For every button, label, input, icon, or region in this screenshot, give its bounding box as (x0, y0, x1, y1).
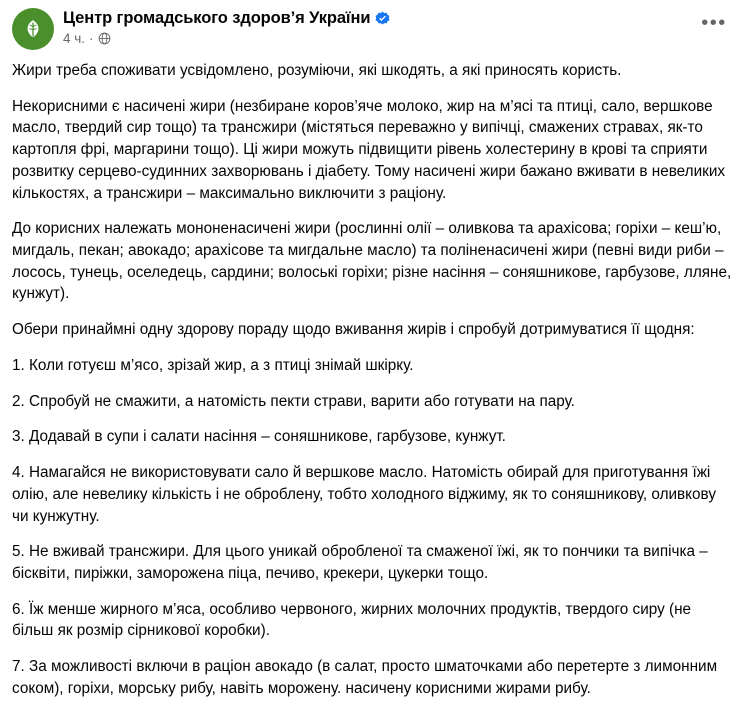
meta-separator: · (89, 31, 94, 47)
post-paragraph: До корисних належать мононенасичені жири (рослинні олії – оливкова та арахісова; горіхи – кеш’ю, мигдаль, пекан; авокадо; арахісове та мигдальне масло) та поліненасичені жири (певні види риби – лосось, тунець, оселедець, сардини; волоські горіхи; різне насіння – соняшникове, гарбузове, лляне, кунжут). (12, 220, 732, 303)
post-header-text (63, 8, 390, 46)
post-paragraph: 7. За можливості включи в раціон авокадо (в салат, просто шматочками або перетерте з лимонним соком), горіхи, морську рибу, навіть морожену. насичену корисними жирами рибу. (12, 658, 718, 697)
leaf-logo-icon (20, 16, 46, 42)
post-meta (63, 31, 390, 46)
post-paragraph: Жири треба споживати усвідомлено, розуміючи, які шкодять, а які приносять користь. (12, 62, 622, 79)
post-paragraph: 5. Не вживай трансжири. Для цього уникай обробленої та смаженої їжі, як то пончики та випічка – бісквіти, пиріжки, заморожена піца, печиво, крекери, цукерки тощо. (12, 543, 708, 582)
verified-badge-icon (375, 11, 390, 26)
page-name[interactable]: Центр громадського здоров’я України (63, 9, 371, 27)
post-timestamp[interactable]: 4 ч. (63, 31, 86, 47)
post-body (0, 54, 744, 710)
avatar[interactable] (12, 8, 54, 50)
post-header (0, 0, 744, 54)
post-paragraph: 4. Намагайся не використовувати сало й вершкове масло. Натомість обирай для приготування їжі олію, але невелику кількість і не оброблену, тобто холодного віджиму, як то соняшникову, оливкову чи кунжутну. (12, 464, 716, 525)
post-paragraph: Обери принаймні одну здорову пораду щодо вживання жирів і спробуй дотримуватися її щодня: (12, 321, 695, 339)
post-paragraph: Некорисними є насичені жири (незбиране коров’яче молоко, жир на м’ясі та птиці, сало, вершкове масло, твердий сир тощо) та трансжири (містяться переважно у випічці, смажених стравах, як-то картопля фрі, маргарини тощо). Ці жири можуть підвищити рівень холестерину в крові та сприяти розвитку серцево-судинних захворювань і діабету. Тому насичені жири бажано вживати в невеликих кількостях, а трансжири – максимально виключити з раціону. (12, 97, 726, 202)
author-row (63, 9, 390, 27)
post-paragraph: 2. Спробуй не смажити, а натомість пекти страви, варити або готувати на пару. (12, 392, 575, 410)
globe-icon (98, 32, 111, 45)
post-options-button[interactable]: ••• (701, 12, 727, 34)
post-paragraph: 1. Коли готуєш м’ясо, зрізай жир, а з птиці знімай шкірку. (12, 356, 414, 374)
post-paragraph: 6. Їж менше жирного м’яса, особливо червоного, жирних молочних продуктів, твердого сиру (не більш як розмір сірникової коробки). (12, 600, 692, 640)
post-paragraph: 3. Додавай в супи і салати насіння – соняшникове, гарбузове, кунжут. (12, 428, 506, 446)
